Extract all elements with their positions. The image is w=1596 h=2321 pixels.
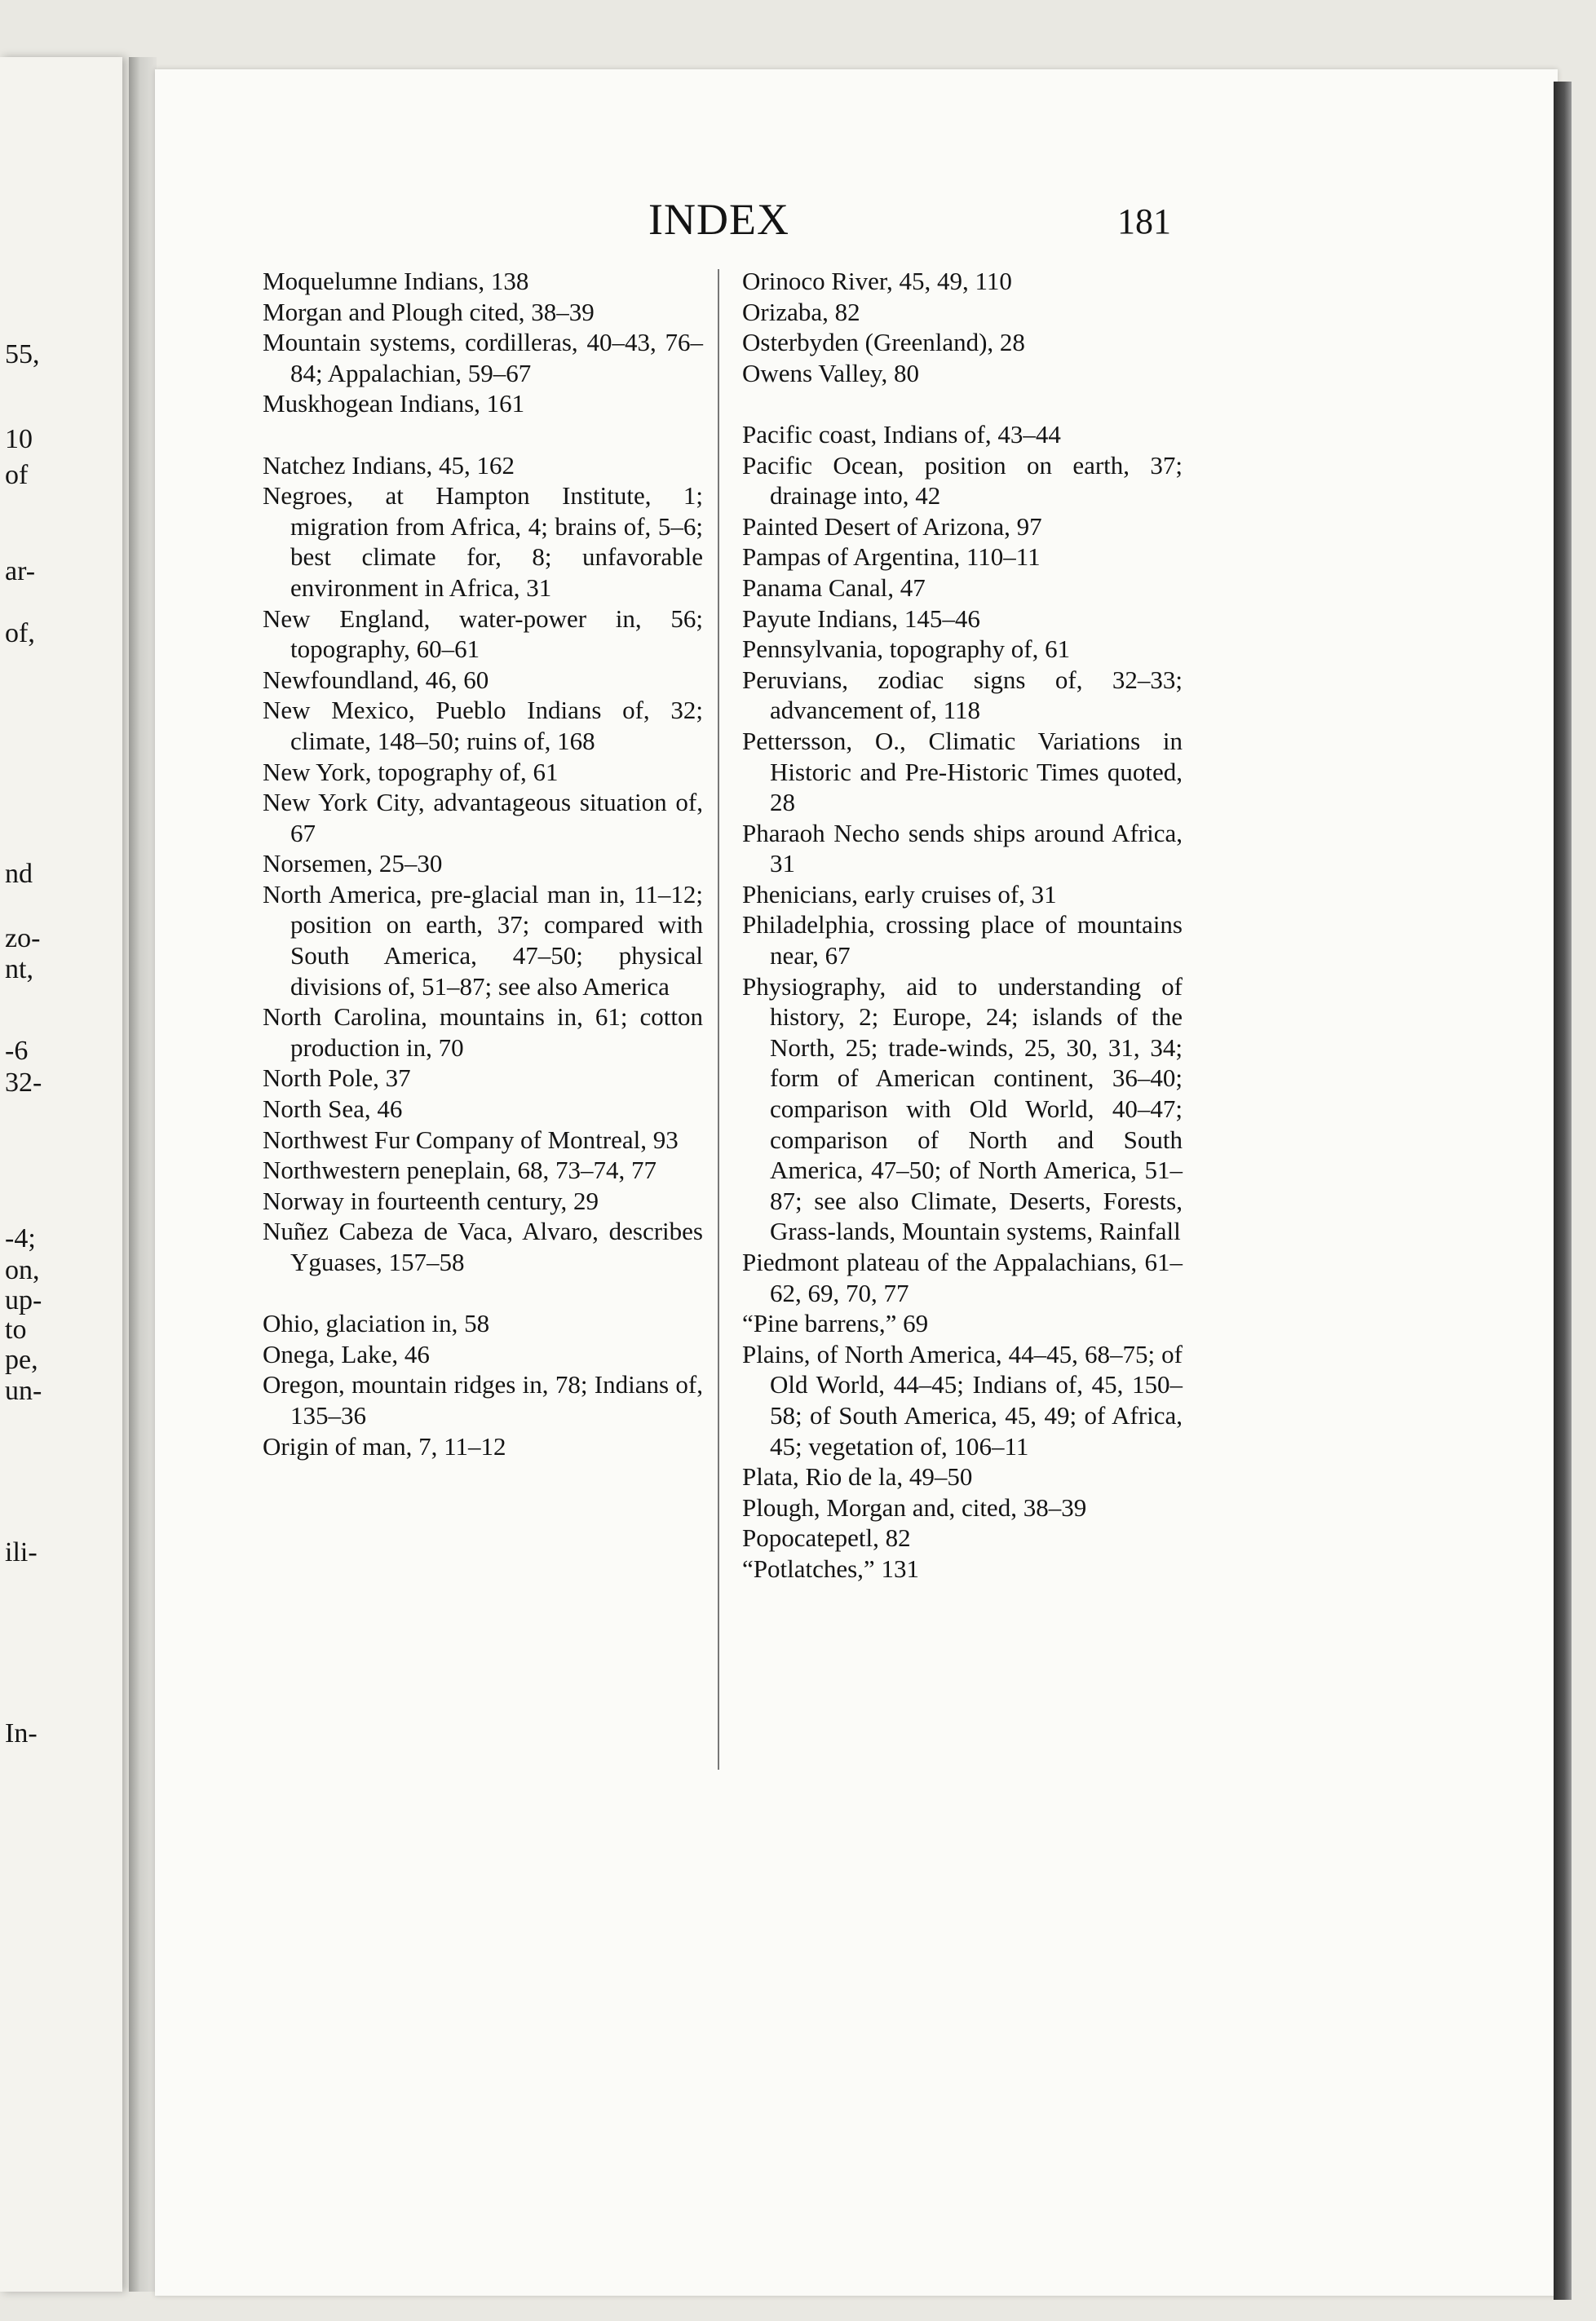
index-entry: Mountain systems, cordilleras, 40–43, 76–84; Appalachian, 59–67 — [263, 328, 703, 387]
index-entry: Origin of man, 7, 11–12 — [263, 1431, 506, 1461]
margin-fragment: of — [5, 460, 29, 490]
index-entry: New England, water-power in, 56; topography, 60–61 — [263, 603, 703, 664]
index-entry: Owens Valley, 80 — [742, 358, 919, 387]
index-entry: Pacific Ocean, position on earth, 37; drainage into, 42 — [742, 450, 1183, 511]
index-entry: “Pine barrens,” 69 — [742, 1309, 929, 1338]
index-entry: “Potlatches,” 131 — [742, 1554, 919, 1583]
margin-fragment: nt, — [5, 954, 33, 984]
index-entry: Osterbyden (Greenland), 28 — [742, 328, 1025, 357]
index-entry: North Sea, 46 — [263, 1094, 403, 1124]
index-entry: Norway in fourteenth century, 29 — [263, 1186, 599, 1215]
index-entry: North America, pre-glacial man in, 11–12; position on earth, 37; compared with South America, 47–50; physical divisions of, 51–87; see also America — [263, 879, 703, 1001]
index-entry: Northwestern peneplain, 68, 73–74, 77 — [263, 1156, 657, 1185]
previous-page-strip — [0, 57, 122, 2292]
index-entry: Negroes, at Hampton Institute, 1; migration from Africa, 4; brains of, 5–6; best climate for, 8; unfavorable environment in Africa, 31 — [263, 481, 703, 602]
index-entry: Pharaoh Necho sends ships around Africa, 31 — [742, 818, 1183, 878]
margin-fragment: 32- — [5, 1068, 42, 1098]
index-entry: Natchez Indians, 45, 162 — [263, 450, 515, 480]
index-column-right — [742, 266, 1183, 1585]
index-entry: Plata, Rio de la, 49–50 — [742, 1462, 973, 1492]
index-entry: Nuñez Cabeza de Vaca, Alvaro, describes Yguases, 157–58 — [263, 1217, 703, 1276]
index-entry: Piedmont plateau of the Appalachians, 61–62, 69, 70, 77 — [742, 1248, 1183, 1307]
index-entry: North Pole, 37 — [263, 1063, 411, 1093]
margin-fragment: nd — [5, 859, 33, 889]
margin-fragment: of, — [5, 618, 35, 648]
index-entry: Popocatepetl, 82 — [742, 1523, 911, 1553]
index-entry: Peruvians, zodiac signs of, 32–33; advancement of, 118 — [742, 665, 1183, 725]
index-column-left — [263, 266, 703, 1461]
margin-fragment: up- — [5, 1285, 42, 1315]
column-divider — [718, 269, 719, 1770]
index-entry: Pettersson, O., Climatic Variations in Historic and Pre-Historic Times quoted, 28 — [742, 726, 1183, 817]
index-entry: Plains, of North America, 44–45, 68–75; of Old World, 44–45; Indians of, 45, 150–58; of South America, 45, 49; of Africa, 45; vegetation of, 106–11 — [742, 1339, 1183, 1461]
margin-fragment: In- — [5, 1718, 38, 1748]
margin-fragment: 10 — [5, 424, 33, 454]
page-number: 181 — [1117, 201, 1171, 241]
margin-fragment: 55, — [5, 339, 40, 369]
index-entry: Painted Desert of Arizona, 97 — [742, 511, 1042, 541]
index-entry: Ohio, glaciation in, 58 — [263, 1309, 490, 1338]
margin-fragment: ili- — [5, 1537, 38, 1567]
index-entry: Moquelumne Indians, 138 — [263, 267, 529, 295]
margin-fragment: zo- — [5, 923, 41, 953]
index-entry: Onega, Lake, 46 — [263, 1339, 430, 1368]
index-entry: Phenicians, early cruises of, 31 — [742, 879, 1057, 909]
margin-fragment: ar- — [5, 556, 36, 586]
index-entry: North Carolina, mountains in, 61; cotton production in, 70 — [263, 1002, 703, 1062]
margin-fragment: pe, — [5, 1345, 38, 1375]
index-entry: Newfoundland, 46, 60 — [263, 665, 489, 694]
index-entry: Oregon, mountain ridges in, 78; Indians of, 135–36 — [263, 1370, 703, 1430]
index-entry: Northwest Fur Company of Montreal, 93 — [263, 1125, 679, 1154]
index-entry: Pacific coast, Indians of, 43–44 — [742, 419, 1061, 449]
index-entry: Philadelphia, crossing place of mountains near, 67 — [742, 910, 1183, 970]
index-entry: Orinoco River, 45, 49, 110 — [742, 267, 1012, 295]
index-entry: Physiography, aid to understanding of history, 2; Europe, 24; islands of the North, 25; trade-winds, 25, 30, 31, 34; form of American continent, 36–40; comparison with Old World, 40–47; comparison of North and South America, 47–50; of North America, 51–87; see also Climate, Deserts, Forests, Grass-lands, Mountain systems, Rainfall — [742, 971, 1183, 1246]
index-entry: Pennsylvania, topography of, 61 — [742, 634, 1071, 664]
index-entry: Pampas of Argentina, 110–11 — [742, 542, 1041, 572]
index-entry: Norsemen, 25–30 — [263, 849, 443, 878]
index-entry: Morgan and Plough cited, 38–39 — [263, 297, 595, 326]
margin-fragment: un- — [5, 1376, 42, 1406]
margin-fragment: -6 — [5, 1036, 29, 1066]
page-title: INDEX — [648, 195, 789, 244]
index-entry: Panama Canal, 47 — [742, 573, 926, 602]
index-entry: Orizaba, 82 — [742, 297, 860, 326]
margin-fragment: to — [5, 1315, 27, 1345]
margin-fragment: on, — [5, 1255, 40, 1285]
index-entry: Muskhogean Indians, 161 — [263, 389, 525, 418]
index-entry: New York City, advantageous situation of, 67 — [263, 788, 703, 847]
index-entry: Plough, Morgan and, cited, 38–39 — [742, 1492, 1087, 1522]
index-entry: New York, topography of, 61 — [263, 757, 559, 786]
index-entry: New Mexico, Pueblo Indians of, 32; climate, 148–50; ruins of, 168 — [263, 696, 703, 755]
index-entry: Payute Indians, 145–46 — [742, 603, 980, 633]
page-edge — [1554, 82, 1572, 2300]
margin-fragment: -4; — [5, 1223, 36, 1253]
book-gutter — [129, 57, 157, 2292]
